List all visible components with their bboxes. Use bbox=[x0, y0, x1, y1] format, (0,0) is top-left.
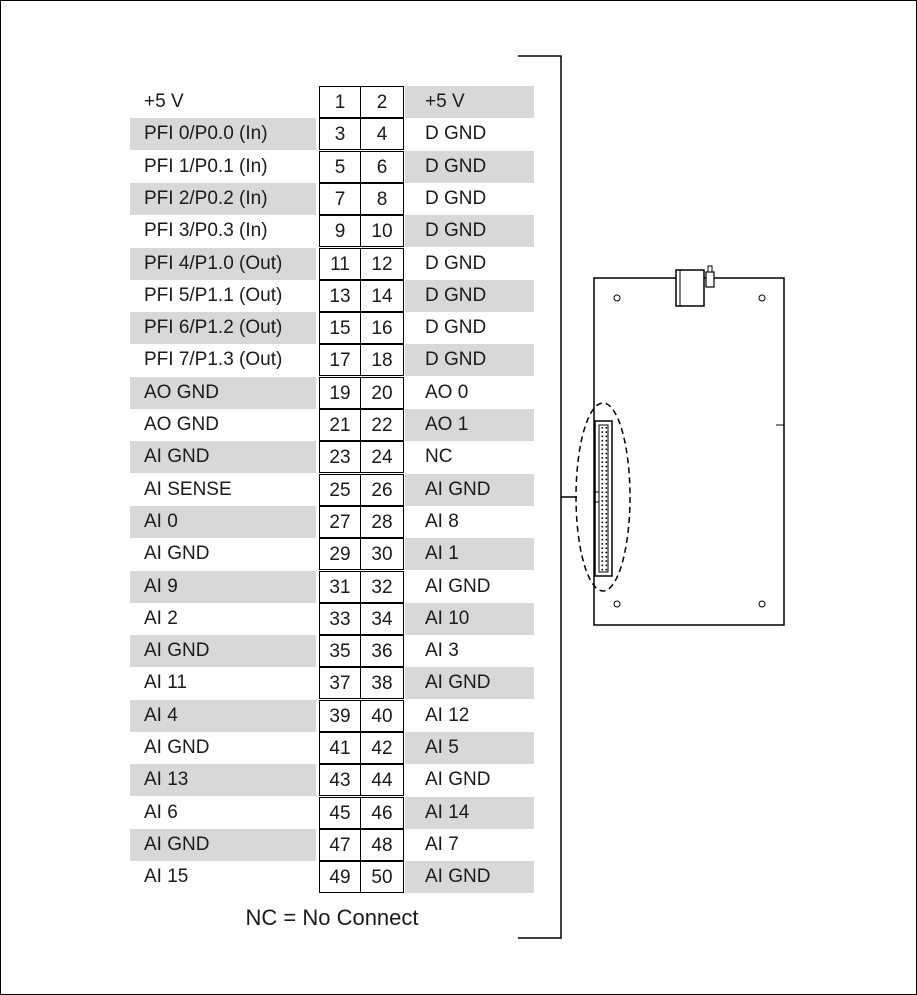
pin-number-even: 48 bbox=[360, 829, 404, 861]
pin-signal-right: AO 1 bbox=[405, 409, 534, 441]
pin-number-even: 16 bbox=[360, 312, 404, 344]
header-pin-dot bbox=[602, 436, 604, 438]
pin-signal-left: AI 11 bbox=[144, 672, 187, 694]
pin-signal-left: AI GND bbox=[144, 543, 210, 565]
pin-number-odd: 15 bbox=[319, 312, 361, 344]
header-pin-dot bbox=[606, 487, 608, 489]
header-pin-dot bbox=[602, 496, 604, 498]
pin-number-even: 26 bbox=[360, 474, 404, 506]
pin-number-odd: 29 bbox=[319, 538, 361, 570]
pin-signal-left: AI GND bbox=[130, 635, 316, 667]
pin-number-odd: 25 bbox=[319, 474, 361, 506]
mounting-hole-top-left bbox=[614, 295, 620, 301]
pin-signal-right: +5 V bbox=[405, 86, 534, 118]
pin-number-even: 28 bbox=[360, 506, 404, 538]
pin-number-odd: 47 bbox=[319, 829, 361, 861]
header-pin-dot bbox=[602, 539, 604, 541]
mounting-hole-top-right bbox=[759, 295, 765, 301]
header-pin-dot bbox=[602, 470, 604, 472]
header-pin-dot bbox=[606, 565, 608, 567]
connector-bracket bbox=[518, 56, 561, 938]
header-pin-dot bbox=[602, 427, 604, 429]
header-pin-dot bbox=[602, 565, 604, 567]
pin-signal-right: D GND bbox=[405, 151, 534, 183]
header-pin-dot bbox=[606, 552, 608, 554]
pin-signal-right: D GND bbox=[425, 252, 487, 274]
header-pin-dot bbox=[602, 457, 604, 459]
pin-signal-left: PFI 2/P0.2 (In) bbox=[130, 183, 316, 215]
daq-board-outline bbox=[594, 278, 784, 625]
mounting-hole-bottom-right bbox=[759, 601, 765, 607]
header-pin-dot bbox=[602, 560, 604, 562]
header-pin-dot bbox=[606, 427, 608, 429]
header-pin-dot bbox=[606, 444, 608, 446]
pin-number-odd: 31 bbox=[319, 571, 361, 603]
pin-number-even: 38 bbox=[360, 667, 404, 699]
pin-signal-left: PFI 1/P0.1 (In) bbox=[144, 155, 268, 177]
header-pin-dot bbox=[602, 522, 604, 524]
pin-signal-left: AI GND bbox=[130, 441, 316, 473]
pin-signal-left: PFI 4/P1.0 (Out) bbox=[130, 248, 316, 280]
pin-signal-left: PFI 5/P1.1 (Out) bbox=[144, 284, 283, 306]
header-pin-dot bbox=[606, 513, 608, 515]
header-pin-dot bbox=[606, 479, 608, 481]
header-pin-dot bbox=[606, 547, 608, 549]
pin-number-even: 18 bbox=[360, 344, 404, 376]
pin-number-even: 10 bbox=[360, 215, 404, 247]
header-pin-dot bbox=[602, 479, 604, 481]
header-pin-dot bbox=[606, 449, 608, 451]
pin-signal-right: AI 14 bbox=[405, 797, 534, 829]
pin-number-even: 36 bbox=[360, 635, 404, 667]
pin-signal-left: AI 13 bbox=[130, 764, 316, 796]
header-pin-dot bbox=[602, 504, 604, 506]
pin-number-even: 22 bbox=[360, 409, 404, 441]
header-pin-dot bbox=[602, 509, 604, 511]
pin-number-even: 14 bbox=[360, 280, 404, 312]
pin-number-odd: 39 bbox=[319, 700, 361, 732]
pin-signal-left: AO GND bbox=[144, 414, 219, 435]
pin-number-even: 42 bbox=[360, 732, 404, 764]
pin-signal-left: +5 V bbox=[144, 91, 184, 112]
header-pin-dot bbox=[606, 453, 608, 455]
header-pin-dot bbox=[606, 522, 608, 524]
header-pin-dot bbox=[606, 569, 608, 571]
pin-number-even: 8 bbox=[360, 183, 404, 215]
header-pin-dot bbox=[606, 474, 608, 476]
pin-number-odd: 9 bbox=[319, 215, 361, 247]
pin-number-odd: 43 bbox=[319, 764, 361, 796]
pin-number-odd: 19 bbox=[319, 377, 361, 409]
pin-signal-left: AI GND bbox=[144, 737, 210, 758]
pin-number-odd: 35 bbox=[319, 635, 361, 667]
pin-signal-left: AI 2 bbox=[144, 607, 178, 629]
pin-signal-right: D GND bbox=[405, 280, 534, 312]
header-pin-dot bbox=[606, 496, 608, 498]
header-pin-dot bbox=[606, 504, 608, 506]
header-pin-dot bbox=[606, 431, 608, 433]
header-pin-dot bbox=[606, 509, 608, 511]
header-pin-dot bbox=[602, 552, 604, 554]
nc-legend-note: NC = No Connect bbox=[245, 905, 419, 930]
pin-number-odd: 21 bbox=[319, 409, 361, 441]
pin-signal-right: AI GND bbox=[405, 861, 534, 893]
header-pin-dot bbox=[606, 470, 608, 472]
pin-number-even: 50 bbox=[360, 861, 404, 893]
header-pin-dot bbox=[606, 500, 608, 502]
header-pin-dot bbox=[602, 500, 604, 502]
pin-signal-right: AI 1 bbox=[405, 538, 534, 570]
header-pin-dot bbox=[606, 440, 608, 442]
pin-number-even: 20 bbox=[360, 377, 404, 409]
header-pin-dot bbox=[602, 492, 604, 494]
header-pin-dot bbox=[602, 517, 604, 519]
pin-signal-right: AI GND bbox=[405, 474, 534, 506]
pin-signal-left: AO GND bbox=[130, 377, 316, 409]
pin-number-odd: 49 bbox=[319, 861, 361, 893]
header-pin-dot bbox=[602, 474, 604, 476]
header-pin-dot bbox=[602, 547, 604, 549]
header-pin-dot bbox=[602, 569, 604, 571]
pin-signal-right: D GND bbox=[405, 215, 534, 247]
pin-signal-right: AI 12 bbox=[425, 704, 470, 726]
pin-number-odd: 45 bbox=[319, 797, 361, 829]
header-pin-dot bbox=[606, 539, 608, 541]
pin-signal-left: AI 9 bbox=[130, 571, 316, 603]
pin-number-odd: 33 bbox=[319, 603, 361, 635]
pin-number-odd: 41 bbox=[319, 732, 361, 764]
header-pin-dot bbox=[602, 526, 604, 528]
pin-signal-left: AI GND bbox=[130, 829, 316, 861]
header-pin-dot bbox=[602, 483, 604, 485]
header-pin-dot bbox=[606, 466, 608, 468]
header-pin-dot bbox=[602, 449, 604, 451]
header-pin-dot bbox=[606, 543, 608, 545]
pin-number-even: 2 bbox=[360, 86, 404, 118]
pin-number-even: 44 bbox=[360, 764, 404, 796]
pin-signal-right: D GND bbox=[425, 123, 487, 145]
header-pin-dot bbox=[602, 530, 604, 532]
header-pin-dot bbox=[606, 560, 608, 562]
header-pin-dot bbox=[606, 492, 608, 494]
header-pin-dot bbox=[602, 543, 604, 545]
header-pin-dot bbox=[606, 457, 608, 459]
header-pin-dot bbox=[602, 513, 604, 515]
pin-number-even: 40 bbox=[360, 700, 404, 732]
pin-number-odd: 1 bbox=[319, 86, 361, 118]
pin-number-even: 6 bbox=[360, 151, 404, 183]
pin-number-even: 34 bbox=[360, 603, 404, 635]
pin-signal-left: AI 15 bbox=[144, 866, 189, 888]
mounting-hole-bottom-left bbox=[614, 601, 620, 607]
pin-signal-right: AI 7 bbox=[425, 833, 459, 855]
pin-number-even: 32 bbox=[360, 571, 404, 603]
header-pin-dot bbox=[606, 526, 608, 528]
header-pin-dot bbox=[606, 535, 608, 537]
header-pin-dot bbox=[606, 530, 608, 532]
pin-number-even: 12 bbox=[360, 248, 404, 280]
pin-number-even: 46 bbox=[360, 797, 404, 829]
pin-number-odd: 27 bbox=[319, 506, 361, 538]
header-pin-dot bbox=[602, 556, 604, 558]
header-pin-dot bbox=[602, 431, 604, 433]
header-pin-dot bbox=[606, 517, 608, 519]
pin-number-even: 24 bbox=[360, 441, 404, 473]
header-pin-dot bbox=[602, 444, 604, 446]
pin-number-odd: 13 bbox=[319, 280, 361, 312]
pin-signal-right: AI 10 bbox=[405, 603, 534, 635]
pin-signal-right: AI GND bbox=[425, 769, 491, 791]
pin-signal-right: D GND bbox=[425, 317, 487, 339]
pin-signal-right: AI 5 bbox=[405, 732, 534, 764]
pin-number-even: 30 bbox=[360, 538, 404, 570]
pin-signal-left: PFI 7/P1.3 (Out) bbox=[144, 349, 283, 371]
pin-signal-right: AI 3 bbox=[425, 640, 459, 662]
pin-number-odd: 7 bbox=[319, 183, 361, 215]
pin-signal-right: AO 0 bbox=[425, 381, 469, 403]
pin-signal-left: PFI 6/P1.2 (Out) bbox=[130, 312, 316, 344]
pin-signal-right: D GND bbox=[405, 344, 534, 376]
header-pin-dot bbox=[606, 436, 608, 438]
header-pin-dot bbox=[602, 535, 604, 537]
header-pin-dot bbox=[602, 466, 604, 468]
pin-signal-left: AI 4 bbox=[130, 700, 316, 732]
pin-number-odd: 11 bbox=[319, 248, 361, 280]
pin-signal-right: AI GND bbox=[425, 575, 491, 597]
header-pin-dot bbox=[602, 461, 604, 463]
pin-signal-left: AI 6 bbox=[144, 801, 178, 823]
header-pin-dot bbox=[602, 440, 604, 442]
pin-signal-left: AI 0 bbox=[130, 506, 316, 538]
header-pin-dot bbox=[602, 487, 604, 489]
pin-signal-left: PFI 3/P0.3 (In) bbox=[144, 220, 268, 242]
pin-signal-right: D GND bbox=[425, 187, 487, 209]
header-pin-dot bbox=[602, 453, 604, 455]
pin-signal-right: AI 8 bbox=[425, 510, 459, 532]
pin-number-odd: 17 bbox=[319, 344, 361, 376]
header-pin-dot bbox=[606, 483, 608, 485]
pin-signal-left: PFI 0/P0.0 (In) bbox=[130, 118, 316, 150]
io-header-connector bbox=[595, 421, 612, 576]
pin-signal-left: AI SENSE bbox=[144, 478, 232, 500]
header-pin-dot bbox=[606, 461, 608, 463]
header-pin-dot bbox=[606, 556, 608, 558]
pin-number-odd: 23 bbox=[319, 441, 361, 473]
pin-signal-right: AI GND bbox=[405, 667, 534, 699]
pin-number-odd: 3 bbox=[319, 118, 361, 150]
pin-signal-right: NC bbox=[425, 446, 453, 468]
pin-number-odd: 37 bbox=[319, 667, 361, 699]
pin-number-even: 4 bbox=[360, 118, 404, 150]
pin-number-odd: 5 bbox=[319, 151, 361, 183]
